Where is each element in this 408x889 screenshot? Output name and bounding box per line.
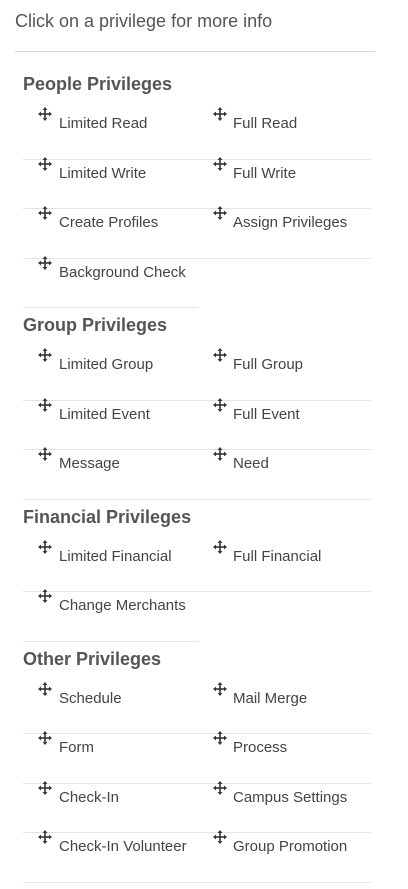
move-arrows-icon: [38, 830, 52, 844]
move-arrows-icon: [38, 781, 52, 795]
privilege-label: Assign Privileges: [233, 214, 348, 231]
move-arrows-icon: [213, 157, 227, 171]
move-arrows-icon: [213, 540, 227, 554]
move-arrows-icon: [213, 107, 227, 121]
privilege-label: Limited Event: [59, 405, 150, 423]
privilege-item[interactable]: [23, 259, 198, 309]
move-arrows-icon: [213, 398, 227, 412]
privilege-label: Full Write: [233, 164, 297, 182]
move-arrows-icon: [213, 781, 227, 795]
privilege-item[interactable]: [198, 450, 371, 500]
header-divider: [15, 51, 375, 52]
privilege-item[interactable]: [23, 784, 198, 834]
privilege-label: Mail Merge: [233, 689, 308, 707]
privilege-label: Limited Write: [59, 164, 147, 182]
privilege-grid: [23, 685, 371, 883]
move-arrows-icon: [38, 206, 52, 220]
move-arrows-icon: [213, 731, 227, 745]
move-arrows-icon: [38, 447, 52, 461]
privilege-label: Check-In Volunteer: [59, 838, 187, 855]
privilege-item[interactable]: [23, 401, 198, 451]
privilege-label: Create Profiles: [59, 214, 159, 231]
privilege-item[interactable]: [23, 592, 198, 642]
move-arrows-icon: [213, 830, 227, 844]
section-title: Group Privileges: [23, 315, 168, 335]
move-arrows-icon: [38, 731, 52, 745]
privilege-label: Background Check: [59, 263, 186, 281]
move-arrows-icon: [213, 447, 227, 461]
privilege-item[interactable]: [198, 351, 371, 401]
privilege-label: Limited Financial: [59, 547, 172, 565]
privilege-item[interactable]: [198, 685, 371, 735]
privilege-item[interactable]: [23, 110, 198, 160]
move-arrows-icon: [38, 398, 52, 412]
privilege-label: Check-In: [59, 788, 120, 806]
move-arrows-icon: [38, 682, 52, 696]
section-spacer: [23, 883, 371, 889]
privilege-label: Need: [233, 455, 269, 472]
privilege-label: Full Financial: [233, 547, 322, 565]
privilege-label: Form: [59, 739, 94, 756]
privilege-grid: [23, 110, 371, 308]
move-arrows-icon: [213, 348, 227, 362]
section-title: People Privileges: [23, 74, 173, 94]
move-arrows-icon: [38, 540, 52, 554]
privilege-item[interactable]: [198, 160, 371, 210]
privilege-label: Limited Group: [59, 356, 154, 373]
privilege-item[interactable]: [23, 450, 198, 500]
privilege-grid: [23, 543, 371, 642]
move-arrows-icon: [38, 256, 52, 270]
privilege-item[interactable]: [23, 160, 198, 210]
privilege-label: Full Event: [233, 405, 300, 423]
privilege-item[interactable]: [23, 833, 198, 883]
privilege-item[interactable]: [198, 784, 371, 834]
privilege-grid: [23, 351, 371, 500]
privilege-item[interactable]: [23, 685, 198, 735]
privilege-item[interactable]: [23, 734, 198, 784]
privilege-label: Campus Settings: [233, 788, 348, 806]
privilege-label: Group Promotion: [233, 838, 348, 855]
privilege-item[interactable]: [23, 209, 198, 259]
move-arrows-icon: [213, 682, 227, 696]
privilege-item[interactable]: [23, 543, 198, 593]
section-title: Other Privileges: [23, 648, 162, 669]
privilege-item[interactable]: [198, 401, 371, 451]
privilege-label: Message: [59, 455, 120, 472]
privilege-label: Limited Read: [59, 115, 148, 132]
privilege-item[interactable]: [198, 543, 371, 593]
privilege-label: Change Merchants: [59, 597, 186, 614]
move-arrows-icon: [38, 107, 52, 121]
privilege-label: Process: [233, 739, 288, 756]
section-title: Financial Privileges: [23, 506, 192, 527]
privilege-item[interactable]: [198, 734, 371, 784]
privilege-sections: [23, 73, 371, 889]
move-arrows-icon: [38, 348, 52, 362]
privilege-item[interactable]: [198, 833, 371, 883]
move-arrows-icon: [38, 589, 52, 603]
move-arrows-icon: [38, 157, 52, 171]
move-arrows-icon: [213, 206, 227, 220]
instruction-text: Click on a privilege for more info: [15, 11, 273, 31]
privilege-item[interactable]: [198, 110, 371, 160]
privilege-label: Schedule: [59, 689, 122, 707]
privilege-item[interactable]: [23, 351, 198, 401]
privilege-label: Full Read: [233, 115, 298, 132]
privilege-label: Full Group: [233, 356, 304, 373]
privilege-item[interactable]: [198, 209, 371, 259]
